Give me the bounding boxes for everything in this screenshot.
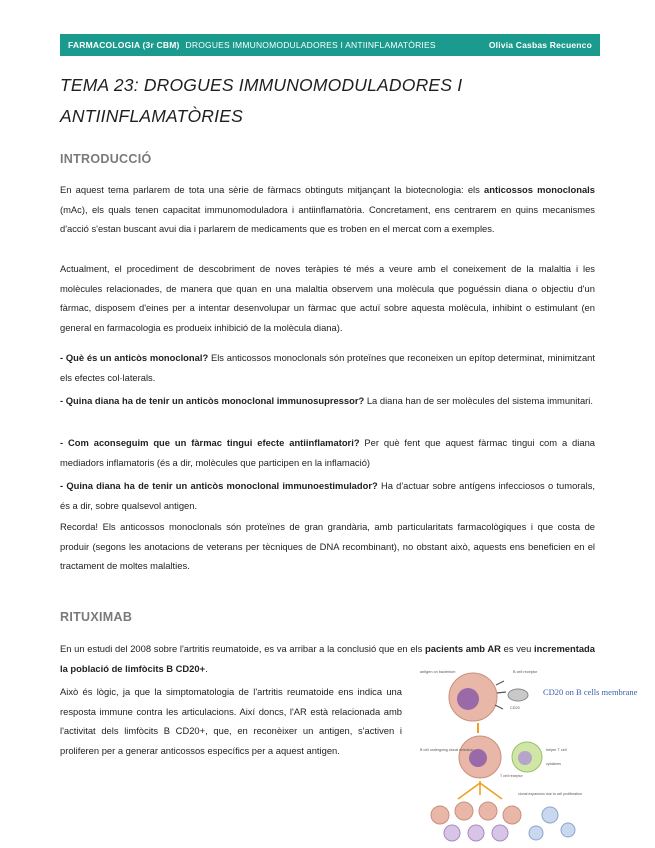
cd20-b-cell-figure xyxy=(418,665,638,843)
header-topic: DROGUES IMMUNOMODULADORES I ANTIINFLAMATÒRIES xyxy=(185,40,436,50)
daughter-cell-3 xyxy=(479,802,497,820)
plasma-cell-2 xyxy=(468,825,484,841)
question-1-a: Els anticossos monoclonals són proteïnes que reconeixen un epítop determinat, minimitzant els efectes col·laterals. xyxy=(60,352,595,383)
label-clonal-expansion: clonal expansion due to cell proliferation xyxy=(518,792,582,796)
header-course: FARMACOLOGIA (3r CBM) xyxy=(68,40,180,50)
rit-p1-c: es veu xyxy=(500,643,535,654)
question-3-q: - Com aconseguim que un fàrmac tingui efecte antiinflamatori? xyxy=(60,437,360,448)
daughter-cell-2 xyxy=(455,802,473,820)
question-4-a: Ha d'actuar sobre antígens infecciosos o tumorals, és a dir, sobre qualsevol antigen. xyxy=(60,480,595,511)
plasma-cell-1 xyxy=(444,825,460,841)
intro-p1-a: En aquest tema parlarem de tota una sèrie de fàrmacs obtinguts mitjançant la biotecnologia: els xyxy=(60,184,485,195)
intro-paragraph-2: Actualment, el procediment de descobriment de noves teràpies té més a veure amb el coneixement de la malaltia i les molècules relacionades, de manera que quan en una malaltia observem una molècula que poguéssin diana o objectiu d'un fàrmac, disposem d'eines per a intentar desenvolupar un fàrmac que actuï sobre aquesta molècula, inhibint o estimulant (en general en farmacologia es produeix inhibició de la molècula diana). xyxy=(60,263,595,333)
intro-paragraph-1 xyxy=(60,180,595,239)
b-cell-nucleus xyxy=(457,688,479,710)
header-author: Olivia Casbas Recuenco xyxy=(488,40,592,50)
label-tcr: T cell receptor xyxy=(500,774,523,778)
question-2 xyxy=(60,391,595,411)
bacterium-shape xyxy=(508,689,528,701)
question-2-q: - Quina diana ha de tenir un anticòs monoclonal immunosupressor? xyxy=(60,395,365,406)
rit-p1-e: . xyxy=(205,662,208,674)
label-antigen: antigen on bacterium xyxy=(420,670,456,674)
label-clonal-selection: B cell undergoing clonal selection xyxy=(420,748,474,752)
title-line-1: TEMA 23: DROGUES IMMUNOMODULADORES I xyxy=(60,75,463,95)
question-4-q: - Quina diana ha de tenir un anticòs monoclonal immunoestimulador? xyxy=(60,480,378,491)
question-3 xyxy=(60,433,595,472)
rit-p1-b: pacients amb AR xyxy=(425,643,501,654)
question-4 xyxy=(60,476,595,515)
rit-p1-d: incrementada la població de limfòcits B CD20+ xyxy=(60,643,595,674)
memory-cell-3 xyxy=(529,826,543,840)
intro-p1-b: anticossos monoclonals xyxy=(484,184,596,195)
intro-p1-c: (mAc), els quals tenen capacitat immunomoduladora i antiinflamatòria. Concretament, ens centrarem en quins mecanismes d'acció s'estan buscant avui dia i parlarem de medicaments que es troben en el mercat com a exemples. xyxy=(60,203,595,234)
daughter-cell-4 xyxy=(503,806,521,824)
intro-heading: INTRODUCCIÓ xyxy=(60,152,152,166)
rituximab-heading: RITUXIMAB xyxy=(60,610,133,624)
t-cell-nucleus xyxy=(518,751,532,765)
proliferation-arrows xyxy=(458,781,502,799)
title-line-2: ANTIINFLAMATÒRIES xyxy=(60,106,243,126)
plasma-cell-3 xyxy=(492,825,508,841)
rituximab-paragraph-2: Això és lògic, ja que la simptomatologia de l'artritis reumatoide ens indica una resposta immune contra les articulacions. Així doncs, l'AR està relacionada amb l'activitat dels limfòcits B CD20+, que, en reconèixer un antigen, s'activen i proliferen per a generar anticossos específics per a aquest antigen. xyxy=(60,686,402,756)
figure-caption xyxy=(543,687,638,697)
label-cd20: CD20 xyxy=(510,706,520,710)
intro-paragraph-3: Recorda! Els anticossos monoclonals són proteïnes de gran grandària, amb particularitats farmacològiques i que costa de produir (segons les anotacions de veterans per tècniques de DNA recombinant), no obstant això, aquests ens beneficien en el tractament de moltes malalties. xyxy=(60,521,595,571)
page-title xyxy=(60,70,600,132)
question-1 xyxy=(60,348,595,387)
question-1-q: - Què és un anticòs monoclonal? xyxy=(60,352,209,363)
figure-caption-text: CD20 on B cells membrane xyxy=(543,687,638,697)
memory-cell-2 xyxy=(561,823,575,837)
label-cytokines: cytokines xyxy=(546,762,561,766)
daughter-cell-1 xyxy=(431,806,449,824)
label-helper-t: helper T cell xyxy=(546,748,567,752)
question-3-a: Per què fent que aquest fàrmac tingui com a diana mediadors inflamatoris (és a dir, molècules que participen en la inflamació) xyxy=(60,437,595,468)
label-bcr: B cell receptor xyxy=(513,670,538,674)
rit-p1-a: En un estudi del 2008 sobre l'artritis reumatoide, es va arribar a la conclusió que en els xyxy=(60,643,426,654)
memory-cell-1 xyxy=(542,807,558,823)
question-2-a: La diana han de ser molècules del sistema immunitari. xyxy=(364,395,593,406)
page-header xyxy=(60,34,600,56)
